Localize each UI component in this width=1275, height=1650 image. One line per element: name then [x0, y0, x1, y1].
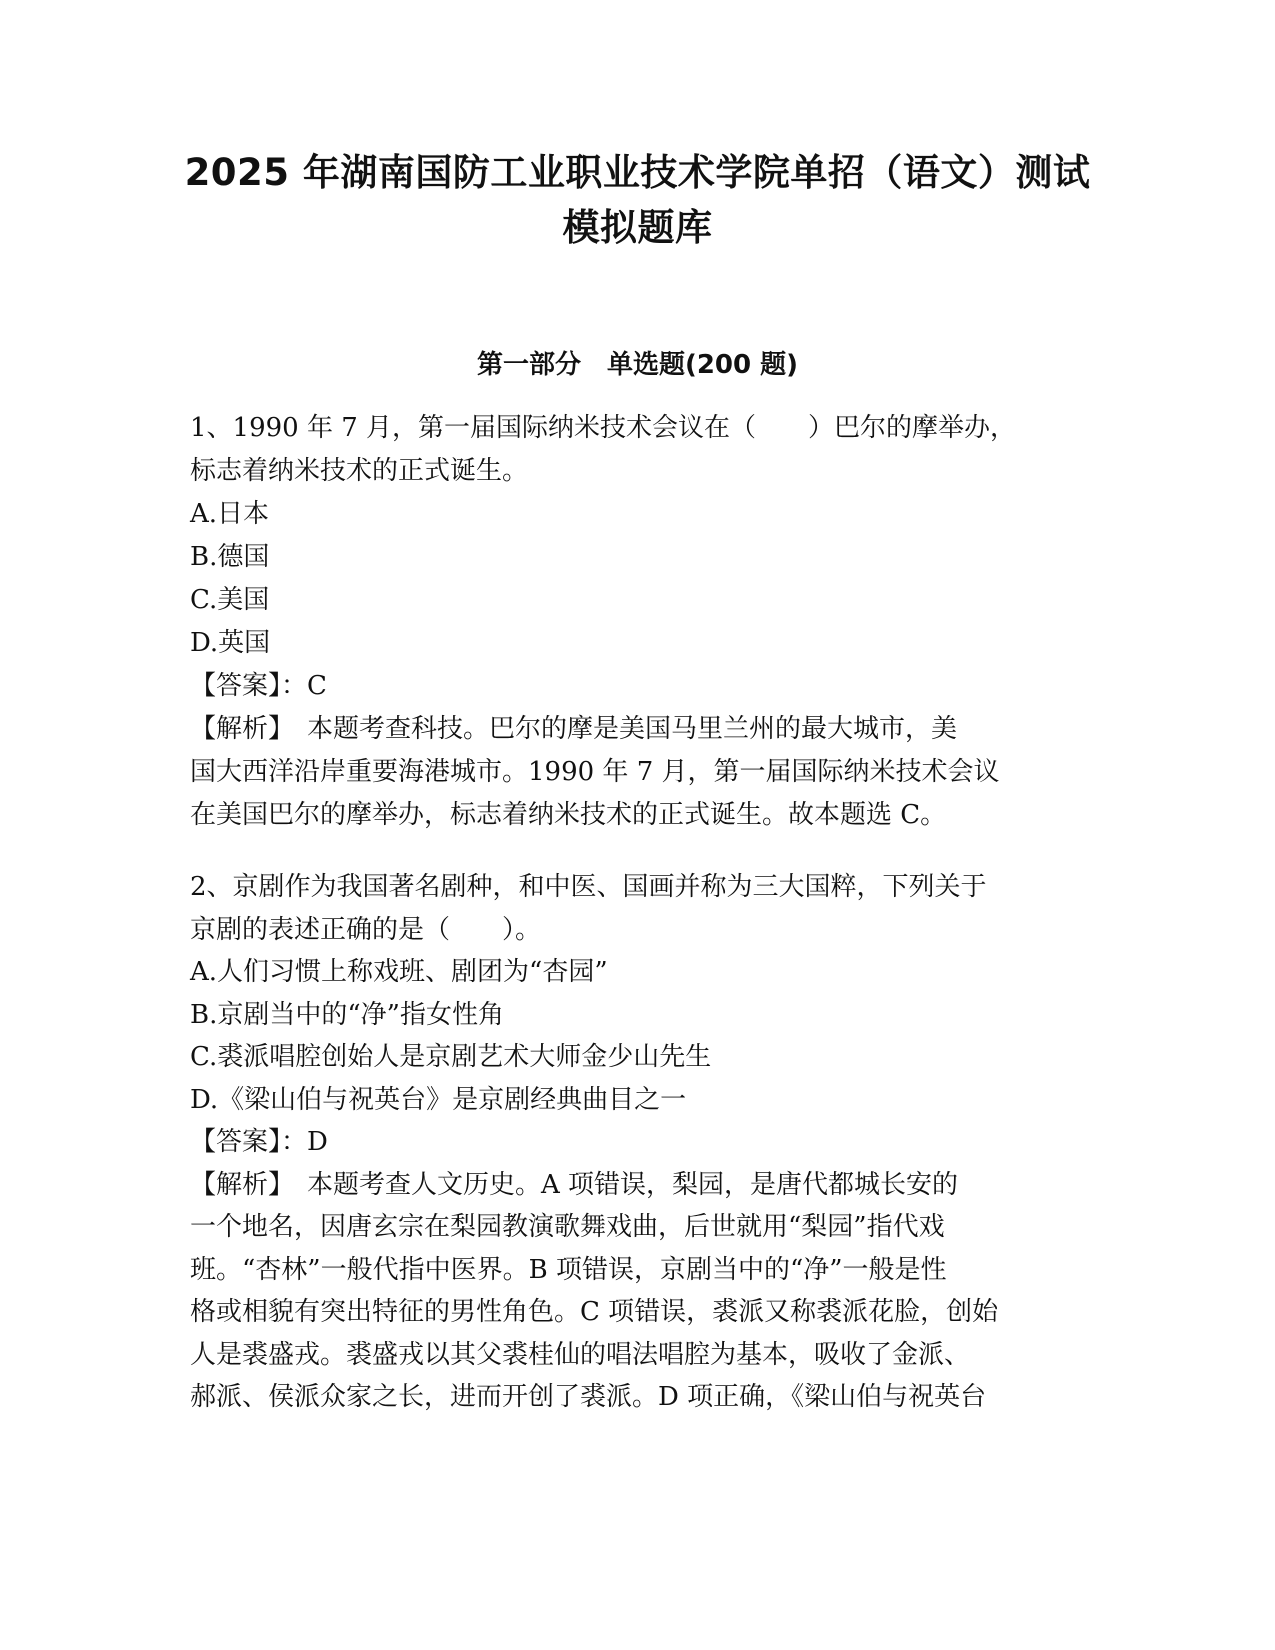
question-stem-line: 2、京剧作为我国著名剧种，和中医、国画并称为三大国粹，下列关于 [190, 872, 987, 902]
question-stem-line: 京剧的表述正确的是（ ）。 [190, 914, 542, 945]
option-d: D.英国 [190, 628, 271, 658]
option-c: C.美国 [190, 585, 270, 615]
option-b: B.京剧当中的“净”指女性角 [190, 999, 504, 1030]
analysis-line: 国大西洋沿岸重要海港城市。1990 年 7 月，第一届国际纳米技术会议 [190, 757, 1000, 787]
title-line-2: 模拟题库 [562, 206, 713, 249]
section-heading: 第一部分 单选题(200 题) [476, 350, 799, 380]
answer-line: 【答案】：C [190, 671, 327, 701]
analysis-line: 在美国巴尔的摩举办，标志着纳米技术的正式诞生。故本题选 C。 [190, 800, 947, 830]
document-title [150, 145, 1125, 255]
question-1 [190, 407, 1090, 837]
analysis-line: 班。“杏林”一般代指中医界。B 项错误，京剧当中的“净”一般是性 [190, 1254, 947, 1285]
option-a: A.人们习惯上称戏班、剧团为“杏园” [190, 957, 608, 987]
option-d: D.《梁山伯与祝英台》是京剧经典曲目之一 [190, 1084, 687, 1115]
analysis-line: 郝派、侯派众家之长，进而开创了裘派。D 项正确，《梁山伯与祝英台 [190, 1382, 987, 1412]
option-c: C.裘派唱腔创始人是京剧艺术大师金少山先生 [190, 1042, 712, 1072]
title-line-1: 2025 年湖南国防工业职业技术学院单招（语文）测试 [184, 151, 1091, 194]
option-b: B.德国 [190, 542, 270, 572]
answer-line: 【答案】：D [190, 1127, 328, 1157]
option-a: A.日本 [190, 499, 270, 529]
question-2 [190, 866, 1090, 1419]
question-stem-line: 标志着纳米技术的正式诞生。 [190, 456, 529, 486]
analysis-line: 人是裘盛戎。裘盛戎以其父裘桂仙的唱法唱腔为基本，吸收了金派、 [190, 1339, 971, 1370]
analysis-line: 格或相貌有突出特征的男性角色。C 项错误，裘派又称裘派花脸，创始 [190, 1297, 999, 1327]
analysis-line: 【解析】 本题考查科技。巴尔的摩是美国马里兰州的最大城市，美 [190, 714, 958, 744]
analysis-line: 一个地名，因唐玄宗在梨园教演歌舞戏曲，后世就用“梨园”指代戏 [190, 1212, 945, 1242]
analysis-line: 【解析】 本题考查人文历史。A 项错误，梨园，是唐代都城长安的 [190, 1169, 959, 1200]
question-stem-line: 1、1990 年 7 月，第一届国际纳米技术会议在（ ）巴尔的摩举办， [190, 413, 1017, 443]
